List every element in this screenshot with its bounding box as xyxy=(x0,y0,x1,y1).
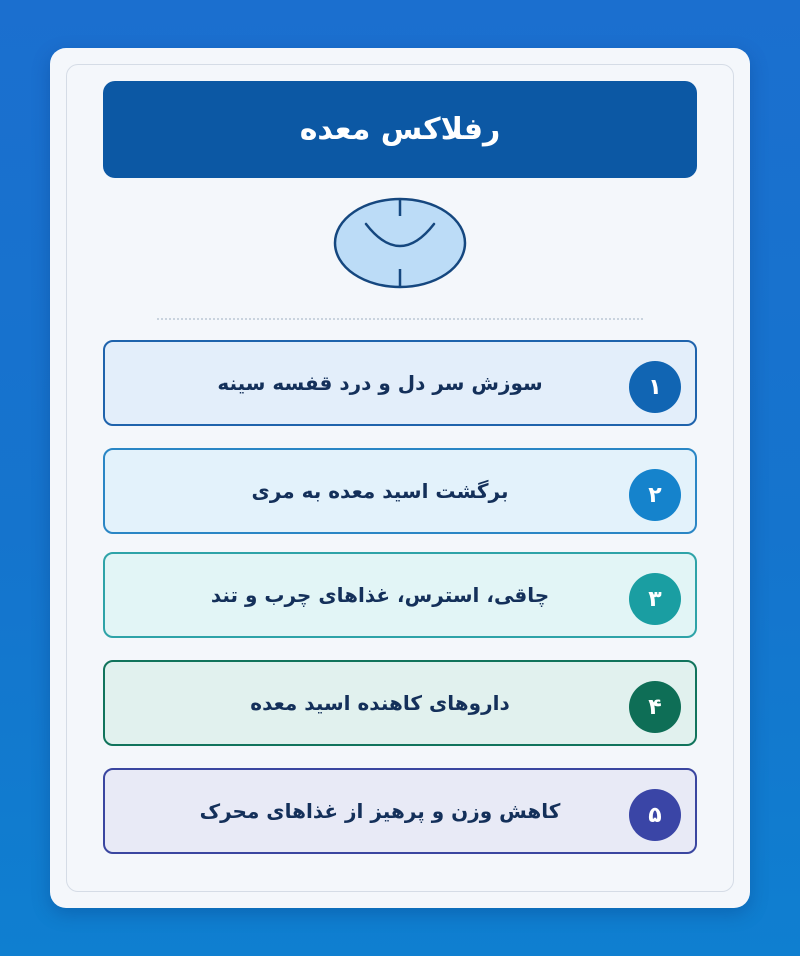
item-text: کاهش وزن و پرهیز از غذاهای محرک xyxy=(199,799,561,823)
title-bar xyxy=(103,81,697,178)
item-number-badge: ۴ xyxy=(629,681,681,733)
list-item xyxy=(103,340,697,426)
info-card xyxy=(50,48,750,908)
list-item xyxy=(103,552,697,638)
item-number-badge: ٢ xyxy=(629,469,681,521)
item-number-badge: ١ xyxy=(629,361,681,413)
item-text: برگشت اسید معده به مری xyxy=(251,479,509,503)
list-item xyxy=(103,448,697,534)
list-item xyxy=(103,768,697,854)
list-item xyxy=(103,660,697,746)
item-text: چاقی، استرس، غذاهای چرب و تند xyxy=(210,583,550,607)
item-number-badge: ۵ xyxy=(629,789,681,841)
item-number-badge: ٣ xyxy=(629,573,681,625)
divider xyxy=(157,318,643,320)
page-title: رفلاکس معده xyxy=(299,112,501,147)
item-text: سوزش سر دل و درد قفسه سینه xyxy=(217,371,543,395)
item-text: داروهای کاهنده اسید معده xyxy=(250,691,510,715)
stomach-icon xyxy=(332,196,468,290)
